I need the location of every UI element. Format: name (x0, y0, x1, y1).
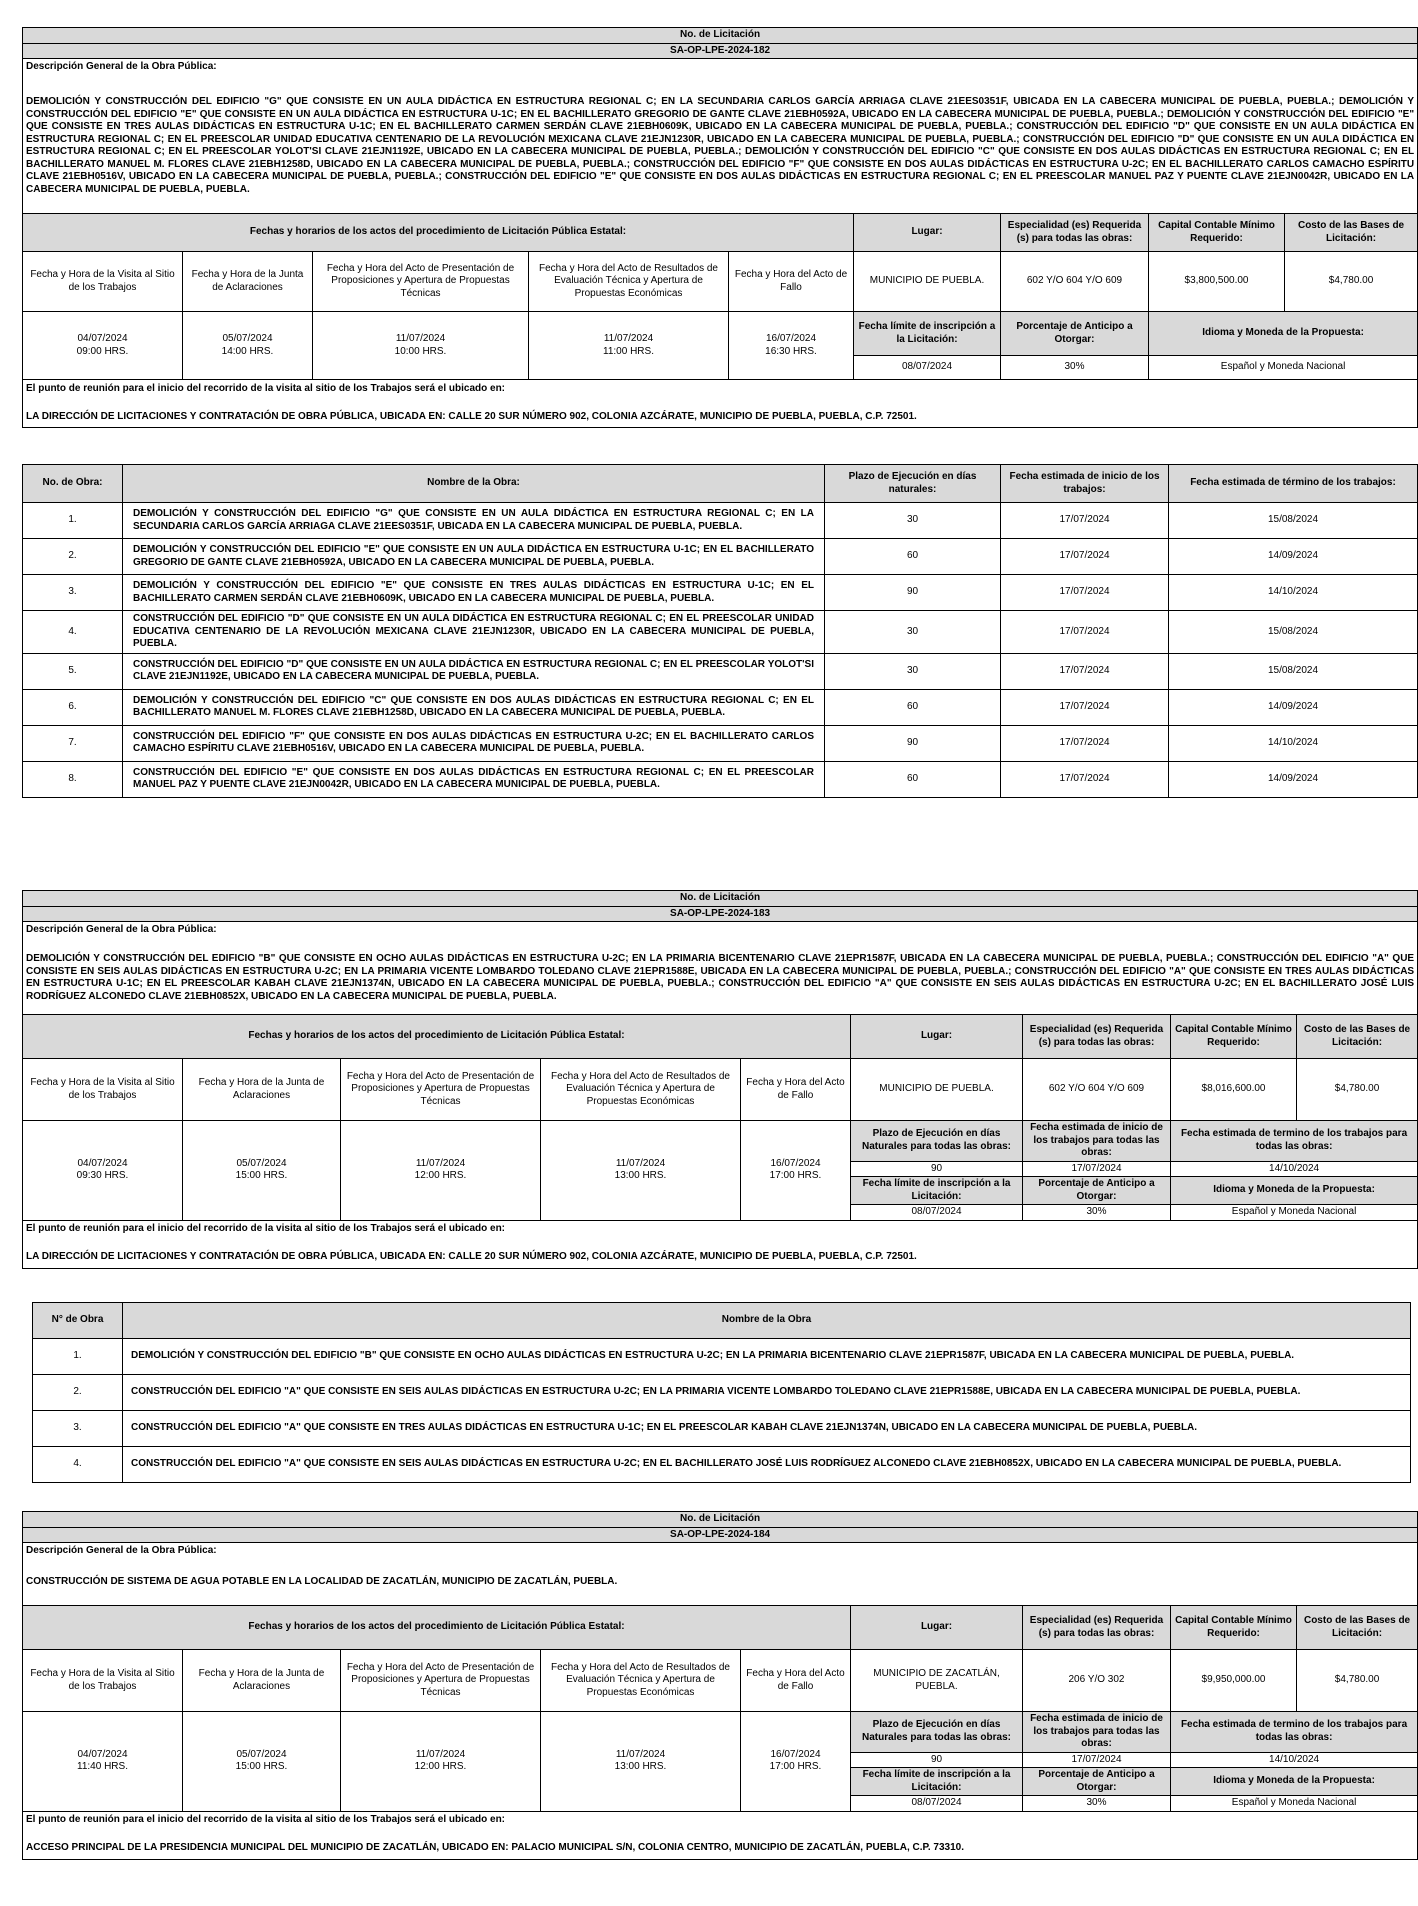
obra-plazo: 60 (825, 539, 1001, 575)
especialidad-label: Especialidad (es) Requerida (s) para todas las obras: (1001, 214, 1149, 252)
anticipo-label: Porcentaje de Anticipo a Otorgar: (1001, 312, 1149, 356)
obra-inicio: 17/07/2024 (1001, 761, 1169, 797)
obra-name: DEMOLICIÓN Y CONSTRUCCIÓN DEL EDIFICIO "C" QUE CONSISTE EN DOS AULAS DIDÁCTICAS EN ESTRUCTURA REGIONAL C; EN EL BACHILLERATO MANUEL M. FLORES CLAVE 21EBH1258D, UBICADO EN LA CABECERA MUNICIPAL DE PUEBLA, PUEBLA. (123, 689, 825, 725)
nombre-obra-header: Nombre de la Obra (123, 1303, 1411, 1339)
presentacion-label: Fecha y Hora del Acto de Presentación de Proposiciones y Apertura de Propuestas Técnicas (341, 1650, 541, 1712)
obra-inicio: 17/07/2024 (1001, 725, 1169, 761)
no-licitacion-label: No. de Licitación (23, 28, 1418, 44)
table-row (23, 503, 1418, 539)
obra-name: CONSTRUCCIÓN DEL EDIFICIO "D" QUE CONSISTE EN UN AULA DIDÁCTICA EN ESTRUCTURA REGIONAL C; EN EL PREESCOLAR YOLOT'SI CLAVE 21EJN1192E, UBICADO EN LA CABECERA MUNICIPAL DE PUEBLA, PUEBLA. (123, 653, 825, 689)
presentacion-value: 11/07/2024 12:00 HRS. (341, 1712, 541, 1812)
obra-termino: 15/08/2024 (1169, 611, 1418, 654)
plazo-label: Plazo de Ejecución en días Naturales para todas las obras: (851, 1121, 1023, 1162)
inicio-value: 17/07/2024 (1023, 1752, 1171, 1768)
obra-plazo: 30 (825, 653, 1001, 689)
obra-plazo: 30 (825, 611, 1001, 654)
obra-inicio: 17/07/2024 (1001, 689, 1169, 725)
anticipo-label: Porcentaje de Anticipo a Otorgar: (1023, 1177, 1171, 1205)
capital-label: Capital Contable Mínimo Requerido: (1149, 214, 1285, 252)
punto-reunion-label: El punto de reunión para el inicio del recorrido de la visita al sitio de los Trabajos será el ubicado en: (23, 380, 1418, 399)
costo-label: Costo de las Bases de Licitación: (1297, 1606, 1418, 1650)
obra-termino: 14/09/2024 (1169, 761, 1418, 797)
obra-termino: 14/10/2024 (1169, 575, 1418, 611)
obra-number: 8. (23, 761, 123, 797)
plazo-value: 90 (851, 1752, 1023, 1768)
obra-name: CONSTRUCCIÓN DEL EDIFICIO "A" QUE CONSISTE EN SEIS AULAS DIDÁCTICAS EN ESTRUCTURA U-2C; EN LA PRIMARIA VICENTE LOMBARDO TOLEDANO CLAVE 21EPR1588E, UBICADA EN LA CABECERA MUNICIPAL DE PUEBLA, PUEBLA. (123, 1375, 1411, 1411)
licitacion-184-table (22, 1511, 1418, 1860)
obra-termino: 14/10/2024 (1169, 725, 1418, 761)
obra-plazo: 90 (825, 575, 1001, 611)
junta-value: 05/07/2024 15:00 HRS. (183, 1121, 341, 1221)
obra-name: DEMOLICIÓN Y CONSTRUCCIÓN DEL EDIFICIO "E" QUE CONSISTE EN UN AULA DIDÁCTICA EN ESTRUCTURA U-1C; EN EL BACHILLERATO GREGORIO DE GANTE CLAVE 21EBH0592A, UBICADO EN LA CABECERA MUNICIPAL DE PUEBLA, PUEBLA. (123, 539, 825, 575)
costo-label: Costo de las Bases de Licitación: (1285, 214, 1418, 252)
obra-termino: 15/08/2024 (1169, 503, 1418, 539)
obra-number: 2. (23, 539, 123, 575)
idioma-value: Español y Moneda Nacional (1149, 356, 1418, 380)
idioma-label: Idioma y Moneda de la Propuesta: (1149, 312, 1418, 356)
idioma-value: Español y Moneda Nacional (1171, 1205, 1418, 1221)
inicio-label: Fecha estimada de inicio de los trabajos para todas las obras: (1023, 1121, 1171, 1162)
termino-value: 14/10/2024 (1171, 1752, 1418, 1768)
anticipo-value: 30% (1023, 1205, 1171, 1221)
fechas-title: Fechas y horarios de los actos del procedimiento de Licitación Pública Estatal: (23, 1606, 851, 1650)
obra-name: CONSTRUCCIÓN DEL EDIFICIO "A" QUE CONSISTE EN TRES AULAS DIDÁCTICAS EN ESTRUCTURA U-1C; EN EL PREESCOLAR KABAH CLAVE 21EJN1374N, UBICADO EN LA CABECERA MUNICIPAL DE PUEBLA, PUEBLA. (123, 1411, 1411, 1447)
table-row (23, 725, 1418, 761)
capital-label: Capital Contable Mínimo Requerido: (1171, 1015, 1297, 1059)
obra-inicio: 17/07/2024 (1001, 653, 1169, 689)
no-obra-header: No. de Obra: (23, 465, 123, 503)
termino-header: Fecha estimada de término de los trabajos: (1169, 465, 1418, 503)
fechas-title: Fechas y horarios de los actos del procedimiento de Licitación Pública Estatal: (23, 214, 854, 252)
obra-name: CONSTRUCCIÓN DEL EDIFICIO "F" QUE CONSISTE EN DOS AULAS DIDÁCTICAS EN ESTRUCTURA U-2C; EN EL BACHILLERATO CARLOS CAMACHO ESPÍRITU CLAVE 21EBH0516V, UBICADO EN LA CABECERA MUNICIPAL DE PUEBLA, PUEBLA. (123, 725, 825, 761)
inicio-value: 17/07/2024 (1023, 1161, 1171, 1177)
lugar-value: MUNICIPIO DE PUEBLA. (854, 252, 1001, 312)
lugar-value: MUNICIPIO DE ZACATLÁN, PUEBLA. (851, 1650, 1023, 1712)
punto-reunion-label: El punto de reunión para el inicio del recorrido de la visita al sitio de los Trabajos será el ubicado en: (23, 1811, 1418, 1830)
obra-number: 2. (33, 1375, 123, 1411)
obra-name: CONSTRUCCIÓN DEL EDIFICIO "D" QUE CONSISTE EN UN AULA DIDÁCTICA EN ESTRUCTURA REGIONAL C; EN EL PREESCOLAR UNIDAD EDUCATIVA CENTENARIO DE LA REVOLUCIÓN MEXICANA CLAVE 21EJN1230R, UBICADO EN LA CABECERA MUNICIPAL DE PUEBLA, PUEBLA. (123, 611, 825, 654)
obra-name: CONSTRUCCIÓN DEL EDIFICIO "E" QUE CONSISTE EN DOS AULAS DIDÁCTICAS EN ESTRUCTURA REGIONAL C; EN EL PREESCOLAR MANUEL PAZ Y PUENTE CLAVE 21EJN0042R, UBICADO EN LA CABECERA MUNICIPAL DE PUEBLA, PUEBLA. (123, 761, 825, 797)
obra-number: 5. (23, 653, 123, 689)
junta-value: 05/07/2024 14:00 HRS. (183, 312, 313, 380)
obra-inicio: 17/07/2024 (1001, 539, 1169, 575)
visita-label: Fecha y Hora de la Visita al Sitio de los Trabajos (23, 1059, 183, 1121)
visita-label: Fecha y Hora de la Visita al Sitio de los Trabajos (23, 252, 183, 312)
n-obra-header: N° de Obra (33, 1303, 123, 1339)
visita-value: 04/07/2024 09:00 HRS. (23, 312, 183, 380)
licitacion-number: SA-OP-LPE-2024-183 (23, 906, 1418, 922)
fecha-limite-label: Fecha límite de inscripción a la Licitación: (851, 1177, 1023, 1205)
obra-termino: 15/08/2024 (1169, 653, 1418, 689)
obras-183-table (32, 1302, 1411, 1483)
fallo-label: Fecha y Hora del Acto de Fallo (729, 252, 854, 312)
inicio-header: Fecha estimada de inicio de los trabajos: (1001, 465, 1169, 503)
lugar-label: Lugar: (851, 1015, 1023, 1059)
especialidad-label: Especialidad (es) Requerida (s) para todas las obras: (1023, 1606, 1171, 1650)
punto-reunion-value: LA DIRECCIÓN DE LICITACIONES Y CONTRATACIÓN DE OBRA PÚBLICA, UBICADA EN: CALLE 20 SUR NÚMERO 902, COLONIA AZCÁRATE, MUNICIPIO DE PUEBLA, PUEBLA, C.P. 72501. (23, 398, 1418, 428)
presentacion-label: Fecha y Hora del Acto de Presentación de Proposiciones y Apertura de Propuestas Técnicas (341, 1059, 541, 1121)
visita-label: Fecha y Hora de la Visita al Sitio de los Trabajos (23, 1650, 183, 1712)
junta-label: Fecha y Hora de la Junta de Aclaraciones (183, 1650, 341, 1712)
fechas-title: Fechas y horarios de los actos del procedimiento de Licitación Pública Estatal: (23, 1015, 851, 1059)
descripcion-label: Descripción General de la Obra Pública: (23, 1543, 1418, 1560)
plazo-header: Plazo de Ejecución en días naturales: (825, 465, 1001, 503)
punto-reunion-label: El punto de reunión para el inicio del recorrido de la visita al sitio de los Trabajos será el ubicado en: (23, 1220, 1418, 1239)
table-row (33, 1339, 1411, 1375)
junta-label: Fecha y Hora de la Junta de Aclaraciones (183, 252, 313, 312)
especialidad-value: 602 Y/O 604 Y/O 609 (1001, 252, 1149, 312)
obras-182-table (22, 464, 1418, 798)
licitacion-182-table (22, 27, 1418, 428)
descripcion-label: Descripción General de la Obra Pública: (23, 59, 1418, 76)
licitacion-number: SA-OP-LPE-2024-182 (23, 43, 1418, 59)
fallo-value: 16/07/2024 17:00 HRS. (741, 1121, 851, 1221)
costo-label: Costo de las Bases de Licitación: (1297, 1015, 1418, 1059)
obra-name: CONSTRUCCIÓN DEL EDIFICIO "A" QUE CONSISTE EN SEIS AULAS DIDÁCTICAS EN ESTRUCTURA U-2C; EN EL BACHILLERATO JOSÉ LUIS RODRÍGUEZ ALCONEDO CLAVE 21EBH0852X, UBICADO EN LA CABECERA MUNICIPAL DE PUEBLA, PUEBLA. (123, 1447, 1411, 1483)
punto-reunion-value: LA DIRECCIÓN DE LICITACIONES Y CONTRATACIÓN DE OBRA PÚBLICA, UBICADA EN: CALLE 20 SUR NÚMERO 902, COLONIA AZCÁRATE, MUNICIPIO DE PUEBLA, PUEBLA, C.P. 72501. (23, 1239, 1418, 1269)
especialidad-label: Especialidad (es) Requerida (s) para todas las obras: (1023, 1015, 1171, 1059)
obra-number: 3. (23, 575, 123, 611)
costo-value: $4,780.00 (1297, 1650, 1418, 1712)
table-row (23, 575, 1418, 611)
inicio-label: Fecha estimada de inicio de los trabajos para todas las obras: (1023, 1712, 1171, 1753)
obra-inicio: 17/07/2024 (1001, 575, 1169, 611)
presentacion-label: Fecha y Hora del Acto de Presentación de Proposiciones y Apertura de Propuestas Técnicas (313, 252, 529, 312)
fecha-limite-value: 08/07/2024 (851, 1796, 1023, 1812)
table-row (23, 539, 1418, 575)
obra-inicio: 17/07/2024 (1001, 611, 1169, 654)
nombre-obra-header: Nombre de la Obra: (123, 465, 825, 503)
termino-label: Fecha estimada de termino de los trabajos para todas las obras: (1171, 1712, 1418, 1753)
idioma-value: Español y Moneda Nacional (1171, 1796, 1418, 1812)
capital-label: Capital Contable Mínimo Requerido: (1171, 1606, 1297, 1650)
descripcion-text: DEMOLICIÓN Y CONSTRUCCIÓN DEL EDIFICIO "G" QUE CONSISTE EN UN AULA DIDÁCTICA EN ESTRUCTURA REGIONAL C; EN LA SECUNDARIA CARLOS GARCÍA ARRIAGA CLAVE 21EES0351F, UBICADA EN LA CABECERA MUNICIPAL DE PUEBLA, PUEBLA.; DEMOLICIÓN Y CONSTRUCCIÓN DEL EDIFICIO "E" QUE CONSISTE EN UN AULA DIDÁCTICA EN ESTRUCTURA U-1C; EN EL BACHILLERATO GREGORIO DE GANTE CLAVE 21EBH0592A, UBICADO EN LA CABECERA MUNICIPAL DE PUEBLA, PUEBLA.; DEMOLICIÓN Y CONSTRUCCIÓN DEL EDIFICIO "E" QUE CONSISTE EN TRES AULAS DIDÁCTICAS EN ESTRUCTURA U-1C; EN EL BACHILLERATO CARMEN SERDÁN CLAVE 21EBH0609K, UBICADO EN LA CABECERA MUNICIPAL DE PUEBLA, PUEBLA.; CONSTRUCCIÓN DEL EDIFICIO "D" QUE CONSISTE EN UN AULA DIDÁCTICA EN ESTRUCTURA REGIONAL C; EN EL PREESCOLAR UNIDAD EDUCATIVA CENTENARIO DE LA REVOLUCIÓN MEXICANA CLAVE 21EJN1230R, UBICADO EN LA CABECERA MUNICIPAL DE PUEBLA, PUEBLA.; CONSTRUCCIÓN DEL EDIFICIO "D" QUE CONSISTE EN UN AULA DIDÁCTICA EN ESTRUCTURA REGIONAL C; EN EL PREESCOLAR YOLOT'SI CLAVE 21EJN1192E, UBICADO EN LA CABECERA MUNICIPAL DE PUEBLA, PUEBLA.; DEMOLICIÓN Y CONSTRUCCIÓN DEL EDIFICIO "C" QUE CONSISTE EN DOS AULAS DIDÁCTICAS EN ESTRUCTURA REGIONAL C; EN EL BACHILLERATO MANUEL M. FLORES CLAVE 21EBH1258D, UBICADO EN LA CABECERA MUNICIPAL DE PUEBLA, PUEBLA.; CONSTRUCCIÓN DEL EDIFICIO "F" QUE CONSISTE EN DOS AULAS DIDÁCTICAS EN ESTRUCTURA U-2C; EN EL BACHILLERATO CARLOS CAMACHO ESPÍRITU CLAVE 21EBH0516V, UBICADO EN LA CABECERA MUNICIPAL DE PUEBLA, PUEBLA.; CONSTRUCCIÓN DEL EDIFICIO "E" QUE CONSISTE EN DOS AULAS DIDÁCTICAS EN ESTRUCTURA REGIONAL C; EN EL PREESCOLAR MANUEL PAZ Y PUENTE CLAVE 21EJN0042R, UBICADO EN LA CABECERA MUNICIPAL DE PUEBLA, PUEBLA. (23, 75, 1418, 214)
obra-name: DEMOLICIÓN Y CONSTRUCCIÓN DEL EDIFICIO "G" QUE CONSISTE EN UN AULA DIDÁCTICA EN ESTRUCTURA REGIONAL C; EN LA SECUNDARIA CARLOS GARCÍA ARRIAGA CLAVE 21EES0351F, UBICADA EN LA CABECERA MUNICIPAL DE PUEBLA, PUEBLA. (123, 503, 825, 539)
especialidad-value: 602 Y/O 604 Y/O 609 (1023, 1059, 1171, 1121)
punto-reunion-value: ACCESO PRINCIPAL DE LA PRESIDENCIA MUNICIPAL DEL MUNICIPIO DE ZACATLÁN, UBICADO EN: PALACIO MUNICIPAL S/N, COLONIA CENTRO, MUNICIPIO DE ZACATLÁN, PUEBLA, C.P. 73310. (23, 1830, 1418, 1860)
visita-value: 04/07/2024 11:40 HRS. (23, 1712, 183, 1812)
costo-value: $4,780.00 (1285, 252, 1418, 312)
fallo-label: Fecha y Hora del Acto de Fallo (741, 1059, 851, 1121)
lugar-label: Lugar: (851, 1606, 1023, 1650)
junta-label: Fecha y Hora de la Junta de Aclaraciones (183, 1059, 341, 1121)
obra-name: DEMOLICIÓN Y CONSTRUCCIÓN DEL EDIFICIO "E" QUE CONSISTE EN TRES AULAS DIDÁCTICAS EN ESTRUCTURA U-1C; EN EL BACHILLERATO CARMEN SERDÁN CLAVE 21EBH0609K, UBICADO EN LA CABECERA MUNICIPAL DE PUEBLA, PUEBLA. (123, 575, 825, 611)
fecha-limite-value: 08/07/2024 (854, 356, 1001, 380)
plazo-label: Plazo de Ejecución en días Naturales para todas las obras: (851, 1712, 1023, 1753)
fecha-limite-label: Fecha límite de inscripción a la Licitación: (851, 1768, 1023, 1796)
resultados-label: Fecha y Hora del Acto de Resultados de Evaluación Técnica y Apertura de Propuestas Económicas (541, 1650, 741, 1712)
licitacion-183-table (22, 890, 1418, 1269)
table-row (33, 1375, 1411, 1411)
especialidad-value: 206 Y/O 302 (1023, 1650, 1171, 1712)
anticipo-value: 30% (1023, 1796, 1171, 1812)
costo-value: $4,780.00 (1297, 1059, 1418, 1121)
presentacion-value: 11/07/2024 12:00 HRS. (341, 1121, 541, 1221)
termino-label: Fecha estimada de termino de los trabajos para todas las obras: (1171, 1121, 1418, 1162)
resultados-value: 11/07/2024 11:00 HRS. (529, 312, 729, 380)
descripcion-text: DEMOLICIÓN Y CONSTRUCCIÓN DEL EDIFICIO "B" QUE CONSISTE EN OCHO AULAS DIDÁCTICAS EN ESTRUCTURA U-2C; EN LA PRIMARIA BICENTENARIO CLAVE 21EPR1587F, UBICADA EN LA CABECERA MUNICIPAL DE PUEBLA, PUEBLA.; CONSTRUCCIÓN DEL EDIFICIO "A" QUE CONSISTE EN SEIS AULAS DIDÁCTICAS EN ESTRUCTURA U-2C; EN LA PRIMARIA VICENTE LOMBARDO TOLEDANO CLAVE 21EPR1588E, UBICADA EN LA CABECERA MUNICIPAL DE PUEBLA, PUEBLA.; CONSTRUCCIÓN DEL EDIFICIO "A" QUE CONSISTE EN TRES AULAS DIDÁCTICAS EN ESTRUCTURA U-1C; EN EL PREESCOLAR KABAH CLAVE 21EJN1374N, UBICADO EN LA CABECERA MUNICIPAL DE PUEBLA, PUEBLA.; CONSTRUCCIÓN DEL EDIFICIO "A" QUE CONSISTE EN SEIS AULAS DIDÁCTICAS EN ESTRUCTURA U-2C; EN EL BACHILLERATO JOSÉ LUIS RODRÍGUEZ ALCONEDO CLAVE 21EBH0852X, UBICADO EN LA CABECERA MUNICIPAL DE PUEBLA, PUEBLA. (23, 938, 1418, 1015)
obra-number: 6. (23, 689, 123, 725)
idioma-label: Idioma y Moneda de la Propuesta: (1171, 1177, 1418, 1205)
obra-plazo: 90 (825, 725, 1001, 761)
no-licitacion-label: No. de Licitación (23, 891, 1418, 907)
presentacion-value: 11/07/2024 10:00 HRS. (313, 312, 529, 380)
obra-plazo: 30 (825, 503, 1001, 539)
plazo-value: 90 (851, 1161, 1023, 1177)
obra-plazo: 60 (825, 689, 1001, 725)
fecha-limite-label: Fecha límite de inscripción a la Licitación: (854, 312, 1001, 356)
junta-value: 05/07/2024 15:00 HRS. (183, 1712, 341, 1812)
fallo-value: 16/07/2024 17:00 HRS. (741, 1712, 851, 1812)
visita-value: 04/07/2024 09:30 HRS. (23, 1121, 183, 1221)
table-row (33, 1447, 1411, 1483)
table-row (23, 689, 1418, 725)
capital-value: $9,950,000.00 (1171, 1650, 1297, 1712)
resultados-value: 11/07/2024 13:00 HRS. (541, 1712, 741, 1812)
obra-number: 7. (23, 725, 123, 761)
fallo-value: 16/07/2024 16:30 HRS. (729, 312, 854, 380)
anticipo-label: Porcentaje de Anticipo a Otorgar: (1023, 1768, 1171, 1796)
obra-inicio: 17/07/2024 (1001, 503, 1169, 539)
lugar-label: Lugar: (854, 214, 1001, 252)
fallo-label: Fecha y Hora del Acto de Fallo (741, 1650, 851, 1712)
capital-value: $8,016,600.00 (1171, 1059, 1297, 1121)
resultados-label: Fecha y Hora del Acto de Resultados de Evaluación Técnica y Apertura de Propuestas Económicas (541, 1059, 741, 1121)
no-licitacion-label: No. de Licitación (23, 1512, 1418, 1528)
termino-value: 14/10/2024 (1171, 1161, 1418, 1177)
table-row (23, 653, 1418, 689)
obra-termino: 14/09/2024 (1169, 689, 1418, 725)
obra-termino: 14/09/2024 (1169, 539, 1418, 575)
obra-plazo: 60 (825, 761, 1001, 797)
obra-name: DEMOLICIÓN Y CONSTRUCCIÓN DEL EDIFICIO "B" QUE CONSISTE EN OCHO AULAS DIDÁCTICAS EN ESTRUCTURA U-2C; EN LA PRIMARIA BICENTENARIO CLAVE 21EPR1587F, UBICADA EN LA CABECERA MUNICIPAL DE PUEBLA, PUEBLA. (123, 1339, 1411, 1375)
table-row (23, 611, 1418, 654)
anticipo-value: 30% (1001, 356, 1149, 380)
resultados-value: 11/07/2024 13:00 HRS. (541, 1121, 741, 1221)
fecha-limite-value: 08/07/2024 (851, 1205, 1023, 1221)
idioma-label: Idioma y Moneda de la Propuesta: (1171, 1768, 1418, 1796)
descripcion-text: CONSTRUCCIÓN DE SISTEMA DE AGUA POTABLE EN LA LOCALIDAD DE ZACATLÁN, MUNICIPIO DE ZACATLÁN, PUEBLA. (23, 1559, 1418, 1606)
obra-number: 4. (23, 611, 123, 654)
capital-value: $3,800,500.00 (1149, 252, 1285, 312)
obra-number: 1. (33, 1339, 123, 1375)
obra-number: 3. (33, 1411, 123, 1447)
table-row (33, 1411, 1411, 1447)
lugar-value: MUNICIPIO DE PUEBLA. (851, 1059, 1023, 1121)
table-row (23, 761, 1418, 797)
descripcion-label: Descripción General de la Obra Pública: (23, 922, 1418, 939)
obra-number: 4. (33, 1447, 123, 1483)
licitacion-number: SA-OP-LPE-2024-184 (23, 1527, 1418, 1543)
resultados-label: Fecha y Hora del Acto de Resultados de Evaluación Técnica y Apertura de Propuestas Económicas (529, 252, 729, 312)
obra-number: 1. (23, 503, 123, 539)
